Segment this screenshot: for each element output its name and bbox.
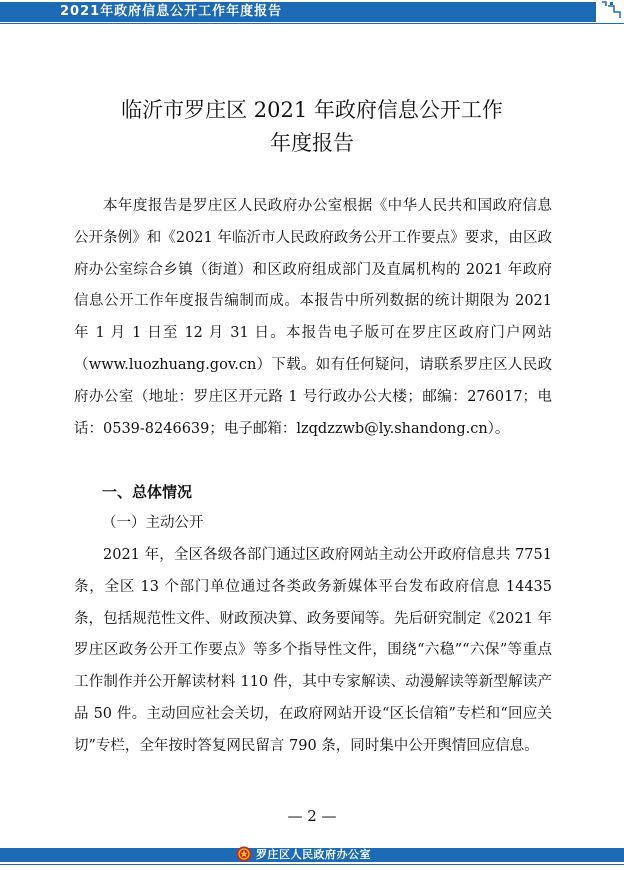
proactive-disclosure-paragraph: 2021 年，全区各级各部门通过区政府网站主动公开政府信息共 7751 条，全区 13 个部门单位通过各类政务新媒体平台发布政府信息 14435 条，包括规范性文件、财政预决算、政务要闻等。先后研究制定《2021 年罗庄区政务公开工作要点》等多个指导性文件，围绕“六稳”“六保”等重点工作制作并公开解读材料 110 件，其中专家解读、动漫解读等新型解读产品 50 件。主动回应社会关切，在政府网站开设“区长信箱”专栏和“回应关切”专栏，全年按时答复网民留言 790 条，同时集中公开舆情回应信息。 [74,547,552,754]
corner-decoration-icon [598,0,624,24]
footer-rule [0,864,624,865]
intro-paragraph: 本年度报告是罗庄区人民政府办公室根据《中华人民共和国政府信息公开条例》和《2021 年临沂市人民政府政务公开工作要点》要求，由区政府办公室综合乡镇（街道）和区政府组成部门及直属机构的 2021 年政府信息公开工作年度报告编制而成。本报告中所列数据的统计期限为 2021 年 1 月 1 日至 12 月 31 日。本报告电子版可在罗庄区政府门户网站（www.luozhuang.gov.cn）下载。如有任何疑问，请联系罗庄区人民政府办公室（地址：罗庄区开元路 1 号行政办公大楼；邮编：276017；电话：0539-8246639；电子邮箱：lzqdzzwb@ly.shandong.cn）。 [74,198,552,437]
page-header [0,0,624,26]
subsection-heading: （一）主动公开 [102,515,204,531]
footer-title: 罗庄区人民政府办公室 [256,848,371,861]
page-number: — 2 — [287,807,337,825]
document-title-line1: 临沂市罗庄区 2021 年政府信息公开工作 [121,98,503,122]
header-title: 2021年政府信息公开工作年度报告 [60,4,283,19]
section-heading: 一、总体情况 [102,483,193,501]
document-title-line2: 年度报告 [270,131,354,155]
header-rule [0,23,624,24]
national-emblem-icon [236,846,252,862]
